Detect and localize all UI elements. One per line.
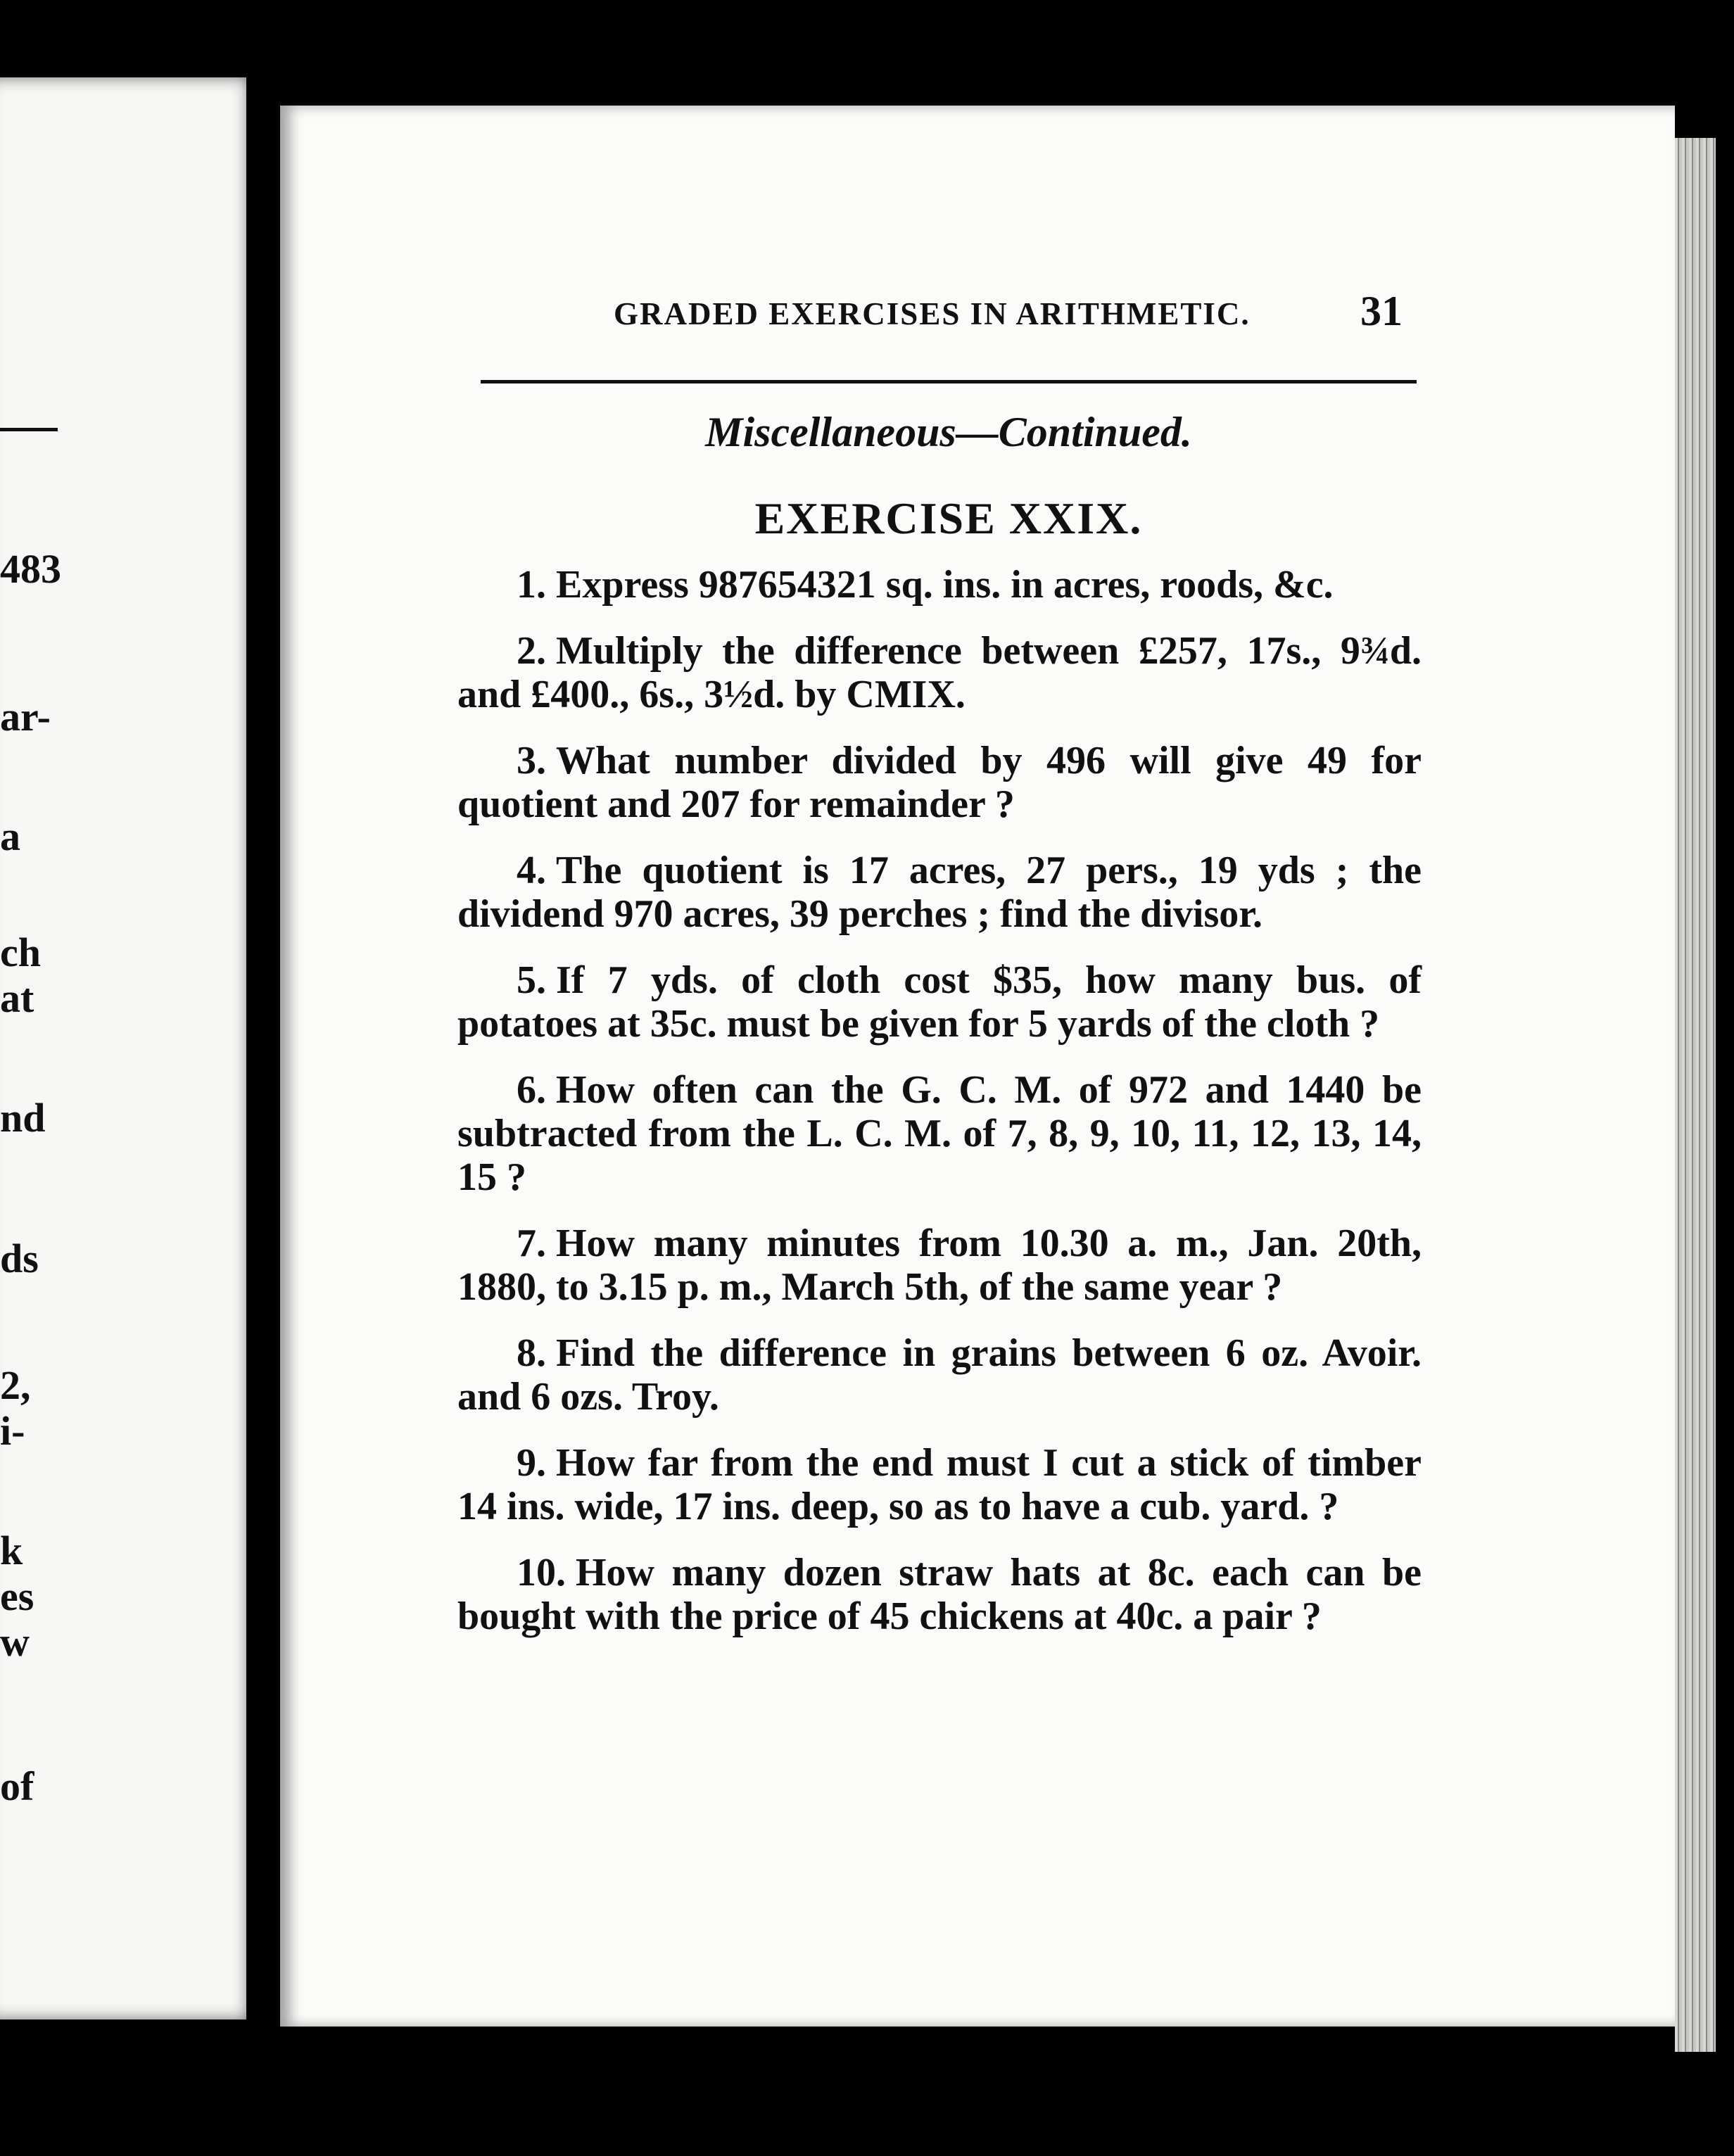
problem-text: How often can the G. C. M. of 972 and 1440 be subtracted from the L. C. M. of 7, 8, 9, 10, 11, 12, 13, 14, 15 ? xyxy=(457,1068,1422,1199)
left-fragment: ds xyxy=(0,1236,39,1281)
left-fragment: 2, xyxy=(0,1362,31,1408)
page-edges xyxy=(1675,138,1716,2052)
problem-item xyxy=(457,1068,1422,1199)
problem-number: 9. xyxy=(517,1441,546,1485)
problem-list xyxy=(457,563,1422,1661)
problem-item xyxy=(457,1441,1422,1528)
problem-text: How many dozen straw hats at 8c. each can be bought with the price of 45 chickens at 40c. a pair ? xyxy=(457,1551,1422,1638)
left-fragment: ar- xyxy=(0,694,51,740)
section-subtitle: Miscellaneous—Continued. xyxy=(705,409,1192,455)
problem-number: 3. xyxy=(517,739,546,782)
problem-number: 1. xyxy=(517,563,546,607)
left-fragment: at xyxy=(0,975,34,1021)
problem-text: How far from the end must I cut a stick of timber 14 ins. wide, 17 ins. deep, so as to have a cub. yard. ? xyxy=(457,1441,1422,1528)
left-fragment: es xyxy=(0,1573,34,1619)
problem-text: The quotient is 17 acres, 27 pers., 19 yds ; the dividend 970 acres, 39 perches ; find the divisor. xyxy=(457,849,1422,936)
problem-item xyxy=(457,739,1422,826)
problem-text: Express 987654321 sq. ins. in acres, roods, &c. xyxy=(556,563,1334,607)
problem-number: 7. xyxy=(517,1222,546,1265)
left-fragment: k xyxy=(0,1528,23,1573)
problem-text: Find the difference in grains between 6 oz. Avoir. and 6 ozs. Troy. xyxy=(457,1331,1422,1419)
problem-text: If 7 yds. of cloth cost $35, how many bus. of potatoes at 35c. must be given for 5 yards of the cloth ? xyxy=(457,958,1422,1046)
problem-item xyxy=(457,1222,1422,1309)
left-page-rule xyxy=(0,428,58,431)
page-number: 31 xyxy=(1360,288,1403,334)
book-gutter xyxy=(246,70,280,2083)
problem-item xyxy=(457,629,1422,716)
problem-text: Multiply the difference between £257, 17s., 9¾d. and £400., 6s., 3½d. by CMIX. xyxy=(457,629,1422,716)
left-fragment: a xyxy=(0,813,20,859)
problem-item xyxy=(457,849,1422,936)
problem-number: 8. xyxy=(517,1331,546,1375)
problem-number: 4. xyxy=(517,849,546,892)
problem-item xyxy=(457,958,1422,1046)
problem-text: How many minutes from 10.30 a. m., Jan. 20th, 1880, to 3.15 p. m., March 5th, of the same year ? xyxy=(457,1222,1422,1309)
problem-item xyxy=(457,1551,1422,1638)
left-fragment: w xyxy=(0,1619,30,1665)
running-title: GRADED EXERCISES IN ARITHMETIC. xyxy=(614,296,1251,331)
exercise-title: EXERCISE XXIX. xyxy=(754,493,1143,543)
left-fragment: 483 xyxy=(0,546,61,592)
problem-number: 10. xyxy=(517,1551,566,1594)
left-fragment: nd xyxy=(0,1095,46,1141)
problem-text: What number divided by 496 will give 49 for quotient and 207 for remainder ? xyxy=(457,739,1422,826)
problem-item xyxy=(457,563,1422,607)
problem-number: 6. xyxy=(517,1068,546,1112)
previous-page-fragment xyxy=(0,77,260,2019)
left-fragment: of xyxy=(0,1763,34,1809)
left-fragment: ch xyxy=(0,930,41,975)
problem-number: 2. xyxy=(517,629,546,673)
problem-item xyxy=(457,1331,1422,1419)
problem-number: 5. xyxy=(517,958,546,1002)
header-rule xyxy=(481,380,1417,383)
left-fragment: i- xyxy=(0,1408,25,1454)
